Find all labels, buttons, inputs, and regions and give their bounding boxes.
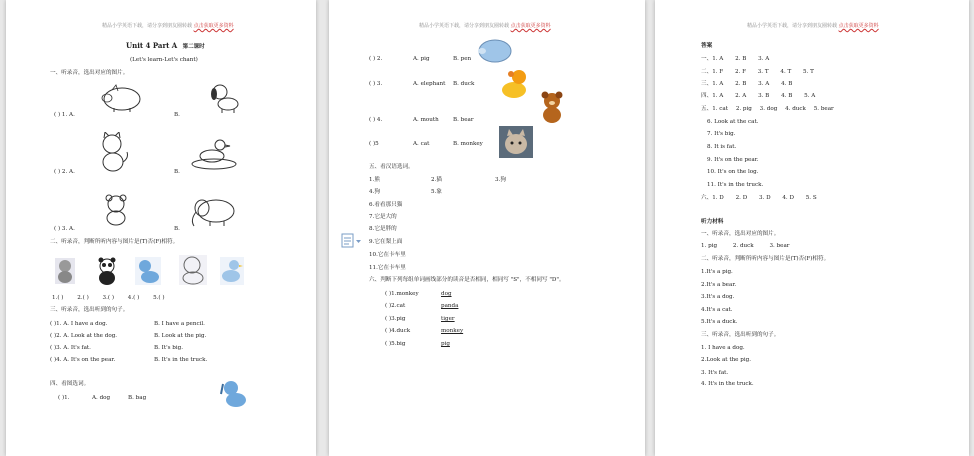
- answer-5-2: 2. pig: [735, 106, 752, 112]
- listening-2-item-3: 3.It's a dog.: [701, 294, 735, 300]
- p2-row-4-option-a: A. cat: [413, 141, 430, 147]
- s3-row-3-b: B. It's big.: [154, 345, 184, 351]
- answer-2-2: 2. F: [734, 69, 746, 75]
- duck-yellow-image: [499, 68, 533, 100]
- listening-3-heading: 三、听录音，选出听到的句子。: [701, 332, 780, 338]
- s3-row-1-b: B. I have a pencil.: [154, 321, 205, 327]
- answer-11: 11. It's in the truck.: [707, 182, 764, 188]
- answer-row-4: [701, 94, 815, 100]
- answer-2-4: 4. T: [780, 69, 792, 75]
- s6-row-3-a: ( )3.pig: [385, 316, 406, 322]
- page-2: [329, 0, 645, 456]
- dog-outline-image: [206, 82, 242, 114]
- unit-title: [126, 42, 205, 51]
- page-3: [655, 0, 969, 456]
- header-link[interactable]: 点击获取更多资料: [193, 23, 234, 29]
- answer-9: 9. It's on the pear.: [707, 157, 759, 163]
- answer-4-3: 3. B: [758, 93, 770, 99]
- listening-3-item-2: 2.Look at the pig.: [701, 357, 751, 363]
- answer-row-6: [701, 196, 817, 202]
- s5-item-7: 7.它是大的: [369, 214, 397, 220]
- listening-title: 听力材料: [701, 219, 724, 225]
- elephant-outline-image: [188, 194, 238, 228]
- header-text: 精品小学英语下载，请分享到朋友圈转载: [419, 23, 510, 29]
- listening-3-item-1: 1. I have a dog.: [701, 345, 745, 351]
- s6-row-2-b: panda: [441, 303, 459, 309]
- answers-title: 答案: [701, 43, 713, 49]
- subtitle: (Let's learn-Let's chant): [130, 57, 198, 63]
- listening-1-item-3: 3. bear: [769, 243, 790, 249]
- s6-row-1-a: ( )1.monkey: [385, 291, 419, 297]
- s2-answer-2: 2.( ): [77, 295, 89, 301]
- answer-row-1: [701, 57, 769, 63]
- mouse-image: [53, 256, 77, 286]
- p2-row-1-option-a: A. pig: [413, 56, 430, 62]
- q3-label-a: ( ) 3. A.: [54, 226, 75, 232]
- s5-item-9: 9.它在梨上面: [369, 239, 403, 245]
- answer-6-4: 4. D: [782, 195, 794, 201]
- page-header: [419, 22, 551, 29]
- s2-answer-1: 1.( ): [52, 295, 64, 301]
- listening-1-item-1: 1. pig: [701, 243, 718, 249]
- answer-6-5: 5. S: [805, 195, 817, 201]
- header-text: 精品小学英语下载，请分享到朋友圈转载: [747, 23, 838, 29]
- s6-row-5-b: pig: [441, 341, 450, 347]
- listening-3-item-3: 3. It's fat.: [701, 370, 729, 376]
- document-icon[interactable]: [341, 233, 363, 249]
- s3-row-1-a: ( )1. A. I have a dog.: [50, 321, 108, 327]
- listening-1-heading: 一、听录音，选出对应的图片。: [701, 231, 780, 237]
- pig-color-image: [475, 36, 513, 64]
- s2-answer-3: 3.( ): [102, 295, 115, 301]
- section-3-heading: 三、听录音，选出听到的句子。: [50, 307, 129, 313]
- answer-6-2: 2. D: [735, 195, 748, 201]
- listening-2-item-2: 2.It's a bear.: [701, 282, 737, 288]
- answer-3-4: 4. B: [781, 81, 793, 87]
- listening-2-item-1: 1.It's a pig.: [701, 269, 733, 275]
- tiger-image: [178, 254, 208, 286]
- s5-item-10: 10.它在卡车里: [369, 252, 406, 258]
- answer-6: 6. Look at the cat.: [707, 119, 759, 125]
- answer-5-5: 5. bear: [813, 106, 834, 112]
- q2-label-b: B.: [174, 169, 180, 175]
- cat-outline-image: [98, 132, 130, 172]
- answer-4-1: 四、1. A: [701, 93, 724, 99]
- listening-3-item-4: 4. It's in the truck.: [701, 381, 754, 387]
- p2-row-3-option-b: B. bear: [453, 117, 474, 123]
- duck-color-image: [219, 256, 245, 286]
- s6-row-1-b: dog: [441, 291, 452, 297]
- s6-row-3-b: tiger: [441, 316, 455, 322]
- s5-item-4: 4.狗: [369, 189, 380, 195]
- answer-2-1: 二、1. F: [701, 69, 724, 75]
- s2-answer-4: 4.( ): [127, 295, 140, 301]
- s5-item-3: 3.狗: [495, 177, 506, 183]
- answer-7: 7. It's big.: [707, 131, 736, 137]
- p2-row-1-option-b: B. pen: [453, 56, 472, 62]
- answer-6-1: 六、1. D: [701, 195, 724, 201]
- answer-5-4: 4. duck: [785, 106, 806, 112]
- section-5-heading: 五、看汉语选词。: [369, 164, 414, 170]
- duck-outline-image: [190, 136, 238, 170]
- panda-image: [94, 256, 120, 286]
- answer-row-2: [701, 70, 814, 76]
- s6-row-4-b: monkey: [441, 328, 464, 334]
- dog-image: [134, 256, 162, 286]
- answer-row-5: [701, 107, 834, 113]
- answer-5-3: 3. dog: [759, 106, 778, 112]
- page-header: [747, 22, 879, 29]
- s3-row-2-b: B. Look at the pig.: [154, 333, 207, 339]
- page-header: [102, 22, 234, 29]
- kitten-photo: [499, 126, 533, 158]
- bear-outline-image: [102, 194, 130, 226]
- answer-4-5: 5. A: [804, 93, 816, 99]
- s4-q1-option-b: B. bag: [128, 395, 147, 401]
- answer-row-3: [701, 82, 792, 88]
- s6-row-5-a: ( )5.big: [385, 341, 406, 347]
- s6-row-4-a: ( )4.duck: [385, 328, 411, 334]
- s4-q1-option-a: A. dog: [92, 395, 111, 401]
- pig-outline-image: [98, 82, 144, 112]
- s3-row-4-b: B. It's in the truck.: [154, 357, 208, 363]
- answer-6-3: 3. D: [758, 195, 771, 201]
- s3-row-3-a: ( )3. A. It's fat.: [50, 345, 91, 351]
- answer-1-3: 3. A: [758, 56, 770, 62]
- p2-row-2-option-a: A. elephant: [413, 81, 446, 87]
- listening-2-heading: 二、听录音，判断所听内容与图片是(T)否(F)相符。: [701, 256, 830, 262]
- lesson-number: 第二课时: [182, 44, 205, 50]
- q1-label-a: ( ) 1. A.: [54, 112, 75, 118]
- s2-answer-5: 5.( ): [153, 295, 165, 301]
- answer-8: 8. It is fat.: [707, 144, 737, 150]
- s3-row-2-a: ( )2. A. Look at the dog.: [50, 333, 118, 339]
- header-link[interactable]: 点击获取更多资料: [838, 23, 879, 29]
- answer-5-1: 五、1. cat: [701, 106, 729, 112]
- answer-1-1: 一、1. A: [701, 56, 724, 62]
- answer-2-5: 5. T: [803, 69, 814, 75]
- dog-color-image: [219, 378, 249, 410]
- section-6-heading: 六、判断下列每组单词画线部分的读音是否相同，相同写 "S"，不相同写 "D"。: [369, 277, 565, 283]
- p2-row-4-option-b: B. monkey: [453, 141, 483, 147]
- s5-item-8: 8.它是胖的: [369, 226, 397, 232]
- listening-2-item-4: 4.It's a cat.: [701, 307, 733, 313]
- p2-row-4-number: ( )5: [369, 141, 379, 147]
- section-4-heading: 四、看图选词。: [50, 381, 90, 387]
- s5-item-1: 1.熊: [369, 177, 380, 183]
- header-link[interactable]: 点击获取更多资料: [510, 23, 551, 29]
- s5-item-11: 11.它在卡车里: [369, 265, 406, 271]
- answer-3-1: 三、1. A: [701, 81, 724, 87]
- q3-label-b: B.: [174, 226, 180, 232]
- s3-row-4-a: ( )4. A. It's on the pear.: [50, 357, 116, 363]
- p2-row-3-option-a: A. mouth: [413, 117, 439, 123]
- answer-1-2: 2. B: [735, 56, 747, 62]
- s5-item-5: 5.象: [431, 189, 442, 195]
- s6-row-2-a: ( )2.cat: [385, 303, 406, 309]
- p2-row-1-number: ( ) 2.: [369, 56, 383, 62]
- s4-q1-number: ( )1.: [58, 395, 70, 401]
- p2-row-2-number: ( ) 3.: [369, 81, 383, 87]
- section-2-heading: 二、听录音，判断所听内容与图片是(T)否(F)相符。: [50, 239, 179, 245]
- s2-answer-row: [52, 296, 165, 302]
- answer-4-2: 2. A: [735, 93, 747, 99]
- answer-3-2: 2. B: [735, 81, 747, 87]
- header-text: 精品小学英语下载，请分享到朋友圈转载: [102, 23, 193, 29]
- s5-item-2: 2.猫: [431, 177, 442, 183]
- teddy-bear-image: [537, 90, 567, 124]
- p2-row-3-number: ( ) 4.: [369, 117, 383, 123]
- answer-3-3: 3. A: [758, 81, 770, 87]
- q2-label-a: ( ) 2. A.: [54, 169, 75, 175]
- p2-row-2-option-b: B. duck: [453, 81, 475, 87]
- answer-10: 10. It's on the log.: [707, 169, 759, 175]
- q1-label-b: B.: [174, 112, 180, 118]
- section-1-heading: 一、听录音，选出对应的图片。: [50, 70, 129, 76]
- listening-1-item-2: 2. duck: [732, 243, 754, 249]
- listening-2-item-5: 5.It's a duck.: [701, 319, 738, 325]
- answer-2-3: 3. T: [757, 69, 769, 75]
- s5-item-6: 6.看看那只猫: [369, 202, 403, 208]
- page-1: [6, 0, 316, 456]
- answer-4-4: 4. B: [781, 93, 793, 99]
- unit-title-text: Unit 4 Part A: [126, 41, 178, 50]
- listening-1-items: [701, 244, 789, 250]
